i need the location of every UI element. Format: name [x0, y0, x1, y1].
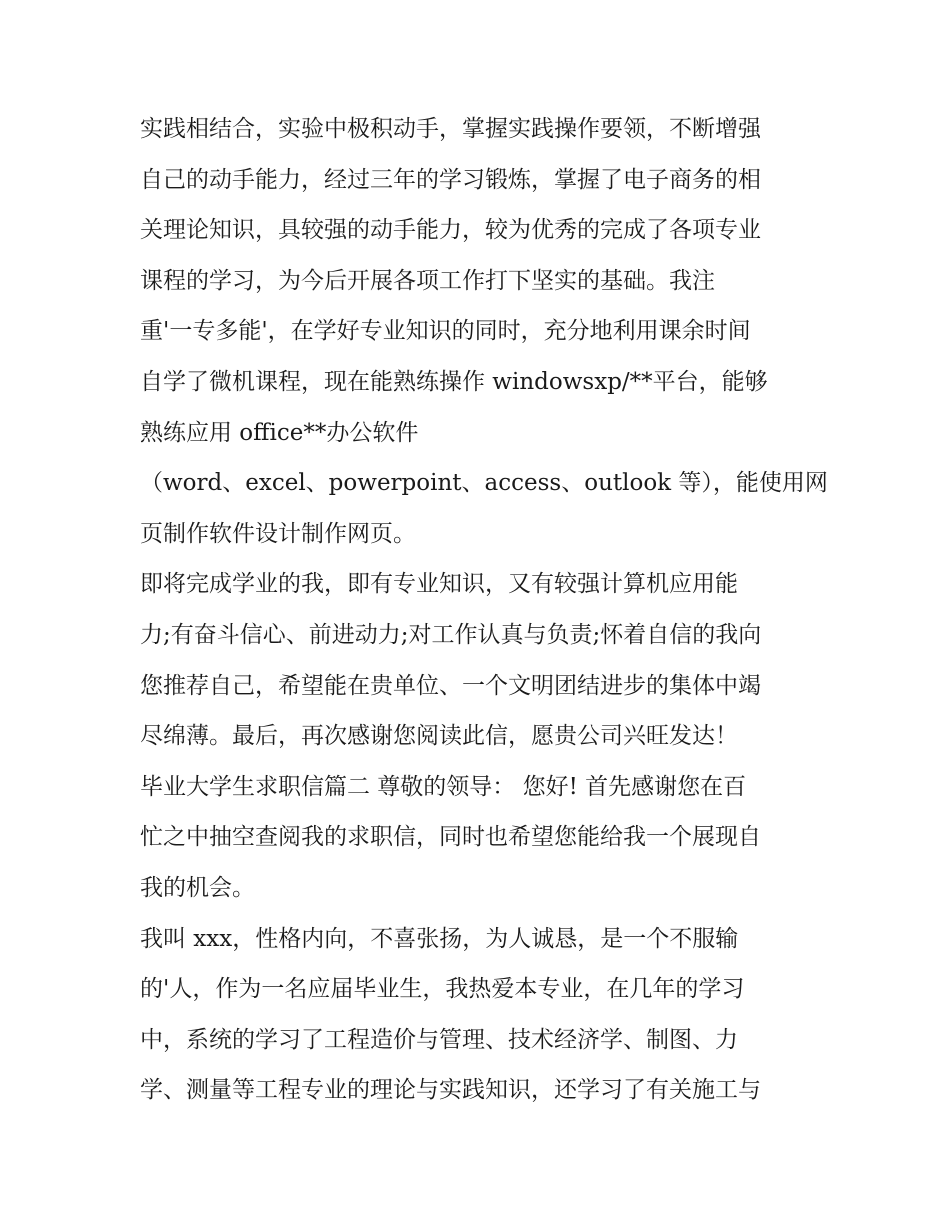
- text-line: 的'人，作为一名应届毕业生，我热爱本专业，在几年的学习: [140, 976, 745, 1003]
- text-line: 学、测量等工程专业的理论与实践知识，还学习了有关施工与: [140, 1077, 761, 1104]
- text-line: 力;有奋斗信心、前进动力;对工作认真与负责;怀着自信的我向: [140, 621, 762, 648]
- text-line: 我的机会。: [140, 874, 255, 901]
- text-line: 自学了微机课程，现在能熟练操作 windowsxp/**平台，能够: [140, 368, 768, 395]
- text-line: 忙之中抽空查阅我的求职信，同时也希望您能给我一个展现自: [140, 824, 761, 851]
- text-line: 熟练应用 office**办公软件: [140, 419, 419, 446]
- text-line: 尽绵薄。最后，再次感谢您阅读此信，愿贵公司兴旺发达！: [140, 723, 738, 750]
- text-line: 中，系统的学习了工程造价与管理、技术经济学、制图、力: [140, 1026, 738, 1053]
- document-body: [140, 104, 830, 1116]
- text-line: 页制作软件设计制作网页。: [140, 520, 416, 547]
- text-line: 即将完成学业的我，即有专业知识，又有较强计算机应用能: [140, 571, 738, 598]
- text-line: （word、excel、powerpoint、access、outlook 等），能使用网: [140, 470, 828, 497]
- text-line: 自己的动手能力，经过三年的学习锻炼，掌握了电子商务的相: [140, 166, 761, 193]
- text-line: 我叫 xxx，性格内向，不喜张扬，为人诚恳，是一个不服输: [140, 925, 739, 952]
- text-line: 重'一专多能'，在学好专业知识的同时，充分地利用课余时间: [140, 318, 751, 345]
- text-line: 关理论知识，具较强的动手能力，较为优秀的完成了各项专业: [140, 217, 761, 244]
- text-line: 实践相结合，实验中极积动手，掌握实践操作要领，不断增强: [140, 116, 761, 142]
- text-line: 毕业大学生求职信篇二 尊敬的领导： 您好! 首先感谢您在百: [140, 773, 747, 800]
- text-line: 课程的学习，为今后开展各项工作打下坚实的基础。我注: [140, 267, 715, 294]
- text-line: 您推荐自己，希望能在贵单位、一个文明团结进步的集体中竭: [140, 672, 761, 699]
